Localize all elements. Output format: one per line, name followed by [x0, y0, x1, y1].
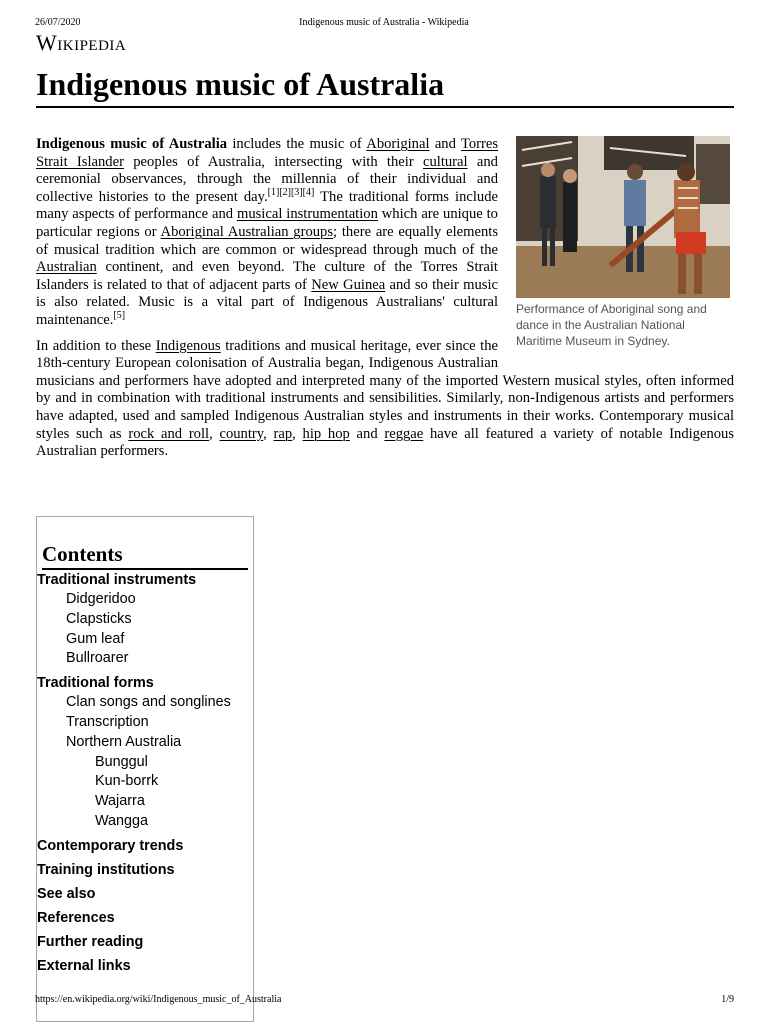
- toc-item-wajarra[interactable]: Wajarra: [95, 793, 145, 810]
- second-paragraph: [36, 338, 734, 461]
- link-rock-and-roll[interactable]: rock and roll: [128, 425, 210, 442]
- toc-title: Contents: [42, 541, 248, 570]
- link-indigenous[interactable]: Indigenous: [155, 337, 221, 354]
- toc-item-kun-borrk[interactable]: Kun-borrk: [95, 773, 159, 790]
- text-run: ,: [292, 425, 303, 442]
- toc-item-bunggul[interactable]: Bunggul: [95, 753, 148, 770]
- text-run: continent, and even beyond. The culture of the Torres Strait Islanders is related to that of adjacent parts of: [36, 259, 498, 293]
- link-rap[interactable]: rap: [273, 425, 293, 442]
- toc-list: [37, 570, 253, 976]
- figure-caption: Performance of Aboriginal song and dance in the Australian National Maritime Museum in Sydney.: [516, 302, 707, 348]
- toc-item-external-links[interactable]: External links: [37, 957, 131, 974]
- table-of-contents: [36, 516, 254, 1022]
- link-reggae[interactable]: reggae: [384, 425, 424, 442]
- toc-item-further-reading[interactable]: Further reading: [37, 933, 144, 950]
- print-page-number: 1/9: [721, 994, 734, 1005]
- bold-article-name: Indigenous music of Australia: [36, 136, 228, 152]
- toc-item-traditional-instruments[interactable]: [37, 570, 253, 669]
- toc-item-bullroarer[interactable]: Bullroarer: [66, 650, 129, 667]
- text-run: ,: [263, 425, 274, 442]
- text-run: peoples of Australia, intersecting with their: [123, 153, 423, 170]
- link-country[interactable]: country: [219, 425, 264, 442]
- text-run: ,: [209, 425, 220, 442]
- link-hip-hop[interactable]: hip hop: [302, 425, 350, 442]
- toc-item-references[interactable]: References: [37, 909, 115, 926]
- link-musical-instrumentation[interactable]: musical instrumentation: [236, 206, 378, 223]
- text-run: and: [349, 425, 385, 442]
- text-run: which are unique to particular regions or: [36, 206, 498, 240]
- text-run: includes the music of: [227, 136, 367, 152]
- article-body: [36, 136, 734, 461]
- article-figure: [516, 136, 734, 349]
- reference-marker-5[interactable]: [5]: [113, 310, 126, 322]
- toc-item-northern-australia[interactable]: Northern Australia: [66, 733, 182, 750]
- text-run: The traditional forms include many aspects of performance and: [36, 188, 499, 223]
- performance-photo-illustration: [516, 136, 730, 298]
- print-date: 26/07/2020: [35, 17, 81, 28]
- text-run: and so their music is also related. Music is a vital part of Indigenous Australians' cultural maintenance.: [36, 276, 498, 328]
- text-run: In addition to these: [36, 337, 156, 354]
- performance-photo[interactable]: [516, 136, 730, 298]
- link-australian[interactable]: Australian: [36, 259, 97, 276]
- text-run: ; there are equally elements of musical tradition which are common or widespread through much of the: [36, 223, 498, 258]
- wikipedia-wordmark[interactable]: Wikipedia: [36, 30, 127, 55]
- toc-item-wangga[interactable]: Wangga: [95, 812, 149, 829]
- link-aboriginal-australian-groups[interactable]: Aboriginal Australian groups: [160, 223, 334, 240]
- toc-item-didgeridoo[interactable]: Didgeridoo: [66, 591, 136, 607]
- toc-item-training-institutions[interactable]: Training institutions: [37, 861, 175, 878]
- toc-item-clan-songs[interactable]: Clan songs and songlines: [66, 694, 231, 711]
- toc-item-gum-leaf[interactable]: Gum leaf: [66, 630, 125, 647]
- link-cultural[interactable]: cultural: [423, 153, 468, 170]
- print-footer-url: https://en.wikipedia.org/wiki/Indigenous_music_of_Australia: [35, 994, 282, 1005]
- toc-item-label: Traditional instruments: [37, 572, 197, 588]
- link-aboriginal[interactable]: Aboriginal: [366, 136, 430, 152]
- text-run: and ceremonial observances, through the millennia of their individual and collective histories to the present day.: [36, 153, 498, 205]
- toc-item-label: Traditional forms: [37, 675, 154, 692]
- text-run: have all featured a variety of notable Indigenous Australian performers.: [36, 425, 735, 460]
- toc-item-contemporary-trends[interactable]: Contemporary trends: [37, 837, 184, 854]
- toc-item-see-also[interactable]: See also: [37, 885, 96, 902]
- toc-item-clapsticks[interactable]: Clapsticks: [66, 610, 132, 627]
- toc-item-traditional-forms[interactable]: [37, 673, 253, 832]
- article-title: Indigenous music of Australia: [36, 64, 734, 108]
- text-run: traditions and musical heritage, ever since the 18th-century European colonisation of Australia began, Indigenous Australian musicians and performers have adopted and interpreted many of the imported Western musical styles, often informed by and in combination with traditional instruments and sensibilities. Similarly, non-Indigenous artists and performers have adapted, used and sampled Indigenous Australian styles and instruments in their works. Contemporary musical styles such as: [36, 337, 734, 442]
- link-new-guinea[interactable]: New Guinea: [311, 276, 386, 293]
- toc-item-transcription[interactable]: Transcription: [66, 713, 149, 730]
- reference-markers-1[interactable]: [1][2][3][4]: [267, 186, 315, 198]
- link-torres-strait-islander[interactable]: Torres Strait Islander: [36, 136, 499, 170]
- print-page-title: Indigenous music of Australia - Wikipedia: [299, 17, 469, 28]
- text-run: and: [429, 136, 461, 152]
